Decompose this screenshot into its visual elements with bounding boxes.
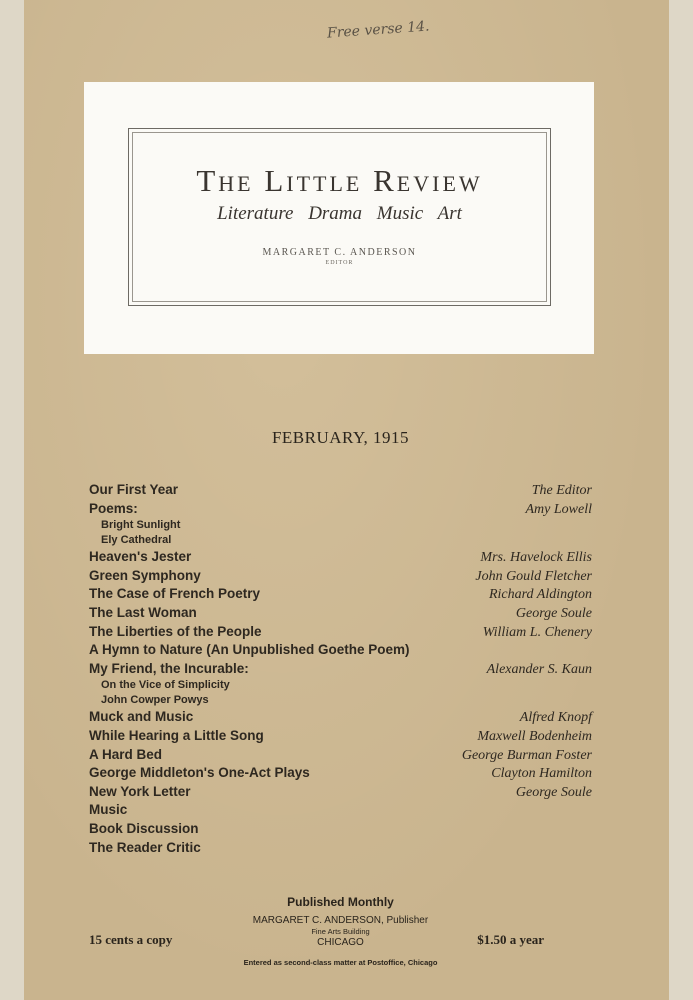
- postal-entry-notice: Entered as second-class matter at Postoffice, Chicago: [243, 958, 438, 967]
- toc-entry-title: A Hard Bed: [89, 746, 163, 762]
- price-per-year: $1.50 a year: [477, 932, 544, 947]
- toc-entry: [89, 709, 592, 728]
- toc-entry: [89, 605, 592, 624]
- toc-entry: [89, 482, 592, 501]
- toc-entry-title: The Liberties of the People: [89, 623, 262, 639]
- toc-entry-author: The Editor: [531, 483, 592, 498]
- toc-entry: [89, 624, 592, 643]
- issue-date: FEBRUARY, 1915: [271, 428, 410, 447]
- toc-entry-title: The Last Woman: [89, 604, 197, 620]
- table-of-contents: [89, 482, 592, 858]
- toc-entry-title: Muck and Music: [89, 709, 194, 725]
- toc-entry-author: George Soule: [515, 784, 592, 800]
- toc-entry-author: Mrs. Havelock Ellis: [480, 550, 592, 566]
- toc-entry-author: Richard Aldington: [488, 587, 592, 603]
- toc-entry: [89, 642, 592, 661]
- toc-entry-title: New York Letter: [89, 783, 191, 799]
- publication-frequency: Published Monthly: [287, 895, 394, 909]
- publisher-name: MARGARET C. ANDERSON, Publisher: [252, 915, 429, 926]
- toc-entry-title: Our First Year: [89, 482, 179, 497]
- toc-entry-title: The Case of French Poetry: [89, 586, 261, 602]
- toc-entry-author: William L. Chenery: [482, 624, 592, 640]
- toc-entry: [89, 747, 592, 766]
- toc-entry-author: Clayton Hamilton: [491, 766, 592, 782]
- masthead-frame: [128, 128, 551, 306]
- toc-subitem: Ely Cathedral: [101, 534, 172, 547]
- publisher-building: Fine Arts Building: [311, 927, 370, 936]
- magazine-title: The Little Review: [196, 163, 483, 198]
- toc-entry-title: My Friend, the Incurable:: [89, 660, 249, 676]
- toc-subitem: John Cowper Powys: [101, 694, 209, 707]
- handwritten-annotation: Free verse 14.: [326, 18, 430, 42]
- toc-entry-title: While Hearing a Little Song: [89, 727, 264, 743]
- toc-entry-author: Alexander S. Kaun: [486, 661, 592, 677]
- toc-entry: [89, 568, 592, 587]
- toc-entry: [89, 840, 592, 859]
- toc-subitem: Bright Sunlight: [101, 519, 181, 532]
- toc-entry: [89, 784, 592, 803]
- toc-entry-author: Amy Lowell: [525, 501, 592, 517]
- toc-entry-title: George Middleton's One-Act Plays: [89, 765, 310, 781]
- toc-entry-title: Music: [89, 802, 128, 818]
- toc-entry: [89, 802, 592, 821]
- toc-subitem: On the Vice of Simplicity: [101, 679, 230, 692]
- toc-entry-title: A Hymn to Nature (An Unpublished Goethe Poem): [89, 642, 410, 658]
- toc-entry: [89, 549, 592, 568]
- price-per-copy: 15 cents a copy: [89, 932, 173, 947]
- toc-entry-title: Green Symphony: [89, 567, 201, 583]
- toc-entry-title: Heaven's Jester: [89, 549, 192, 565]
- toc-entry-author: Maxwell Bodenheim: [477, 728, 592, 744]
- editor-role: EDITOR: [325, 260, 354, 266]
- toc-entry: [89, 661, 592, 680]
- magazine-subtitle: Literature Drama Music Art: [217, 203, 462, 224]
- toc-entry-author: George Burman Foster: [461, 747, 592, 763]
- toc-entry-author: George Soule: [515, 605, 592, 621]
- toc-entry-title: The Reader Critic: [89, 839, 201, 855]
- toc-entry: [89, 728, 592, 747]
- magazine-cover: [24, 0, 669, 1000]
- toc-entry-title: Book Discussion: [89, 820, 199, 836]
- masthead-label: [84, 82, 594, 354]
- toc-entry: [89, 586, 592, 605]
- publisher-city: CHICAGO: [317, 937, 364, 948]
- toc-entry: [89, 821, 592, 840]
- toc-entry: [89, 501, 592, 520]
- editor-name: MARGARET C. ANDERSON: [262, 247, 417, 258]
- toc-entry: [89, 765, 592, 784]
- toc-entry-author: Alfred Knopf: [519, 710, 592, 726]
- toc-entry-title: Poems:: [89, 500, 138, 516]
- toc-entry-author: John Gould Fletcher: [475, 568, 592, 584]
